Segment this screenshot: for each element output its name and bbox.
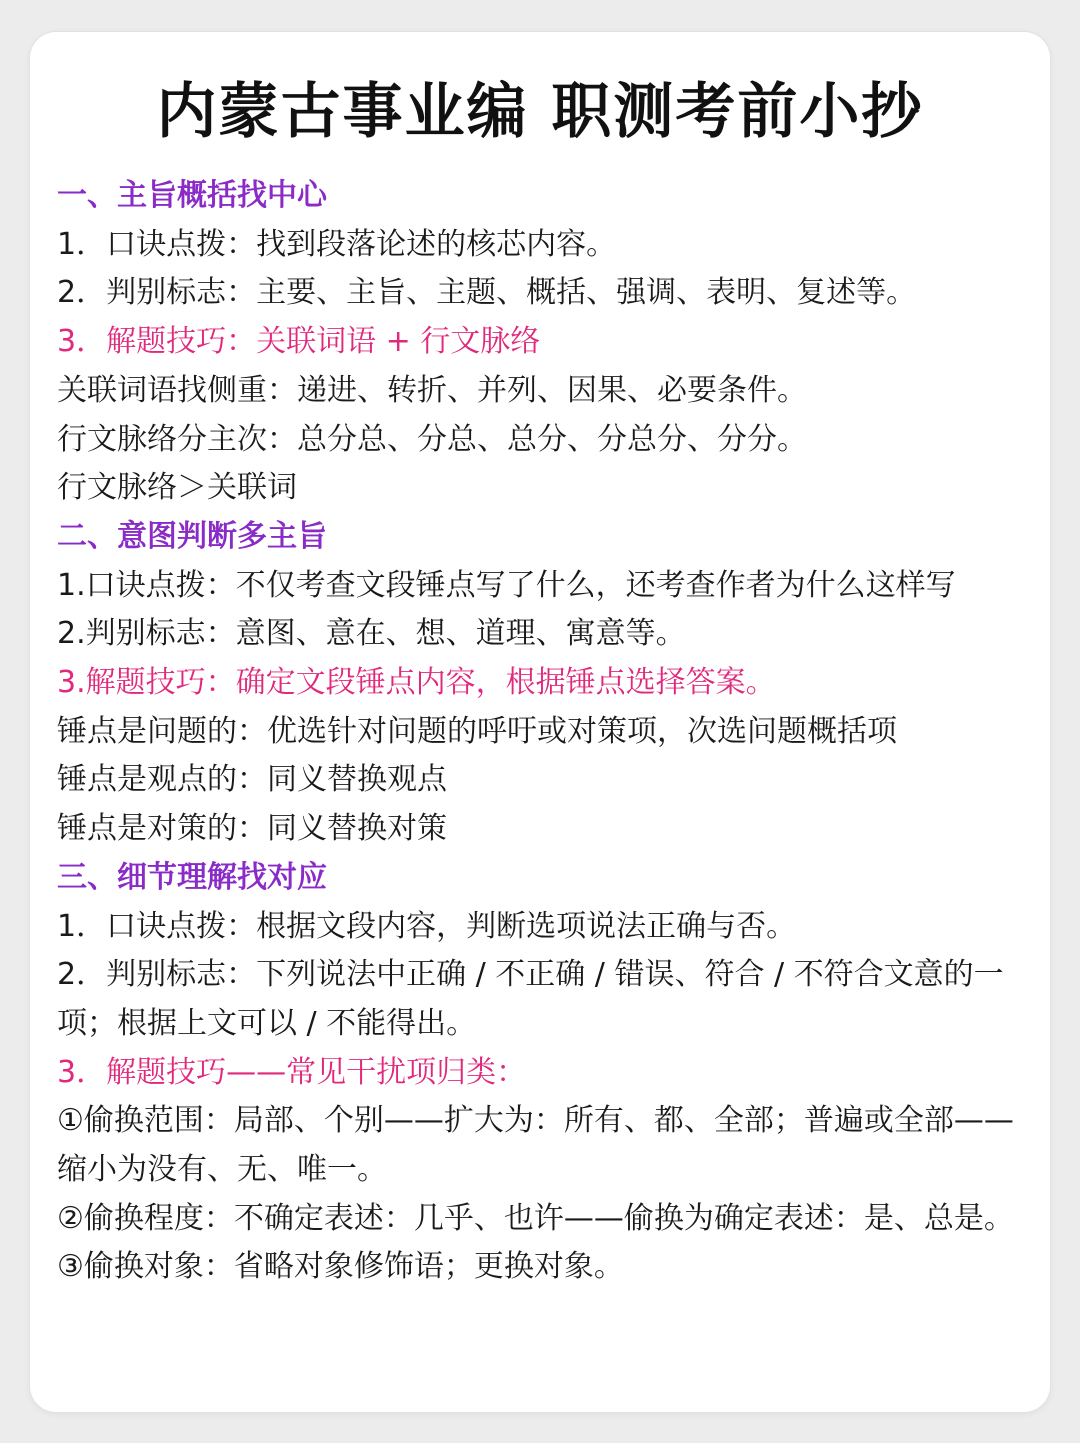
list-item: ②偷换程度：不确定表述：几乎、也许——偷换为确定表述：是、总是。 [57,1200,1014,1236]
list-item: 锤点是对策的：同义替换对策 [57,811,447,847]
tip-heading: 3．解题技巧：关联词语 + 行文脉络 [57,324,541,360]
notes-content [57,172,1027,1292]
list-item: ①偷换范围：局部、个别——扩大为：所有、都、全部；普遍或全部——缩小为没有、无、唯一。 [57,1103,1014,1188]
section-heading-details: 三、细节理解找对应 [57,859,327,895]
page-title: 内蒙古事业编 职测考前小抄 [156,77,924,147]
list-item: 行文脉络＞关联词 [57,470,297,506]
list-item: 锤点是问题的：优选针对问题的呼吁或对策项，次选问题概括项 [57,713,897,749]
tip-heading: 3.解题技巧：确定文段锤点内容，根据锤点选择答案。 [57,665,776,701]
list-item: 1.口诀点拨：不仅考查文段锤点写了什么，还考查作者为什么这样写 [57,567,956,603]
section-heading-intent: 二、意图判断多主旨 [57,518,327,554]
list-item: 2．判别标志：下列说法中正确 / 不正确 / 错误、符合 / 不符合文意的一项；根据上文可以 / 不能得出。 [57,957,1004,1041]
list-item: 1．口诀点拨：根据文段内容，判断选项说法正确与否。 [57,908,797,944]
section-heading-main-idea: 一、主旨概括找中心 [57,178,327,213]
list-item: 1．口诀点拨：找到段落论述的核芯内容。 [57,226,617,262]
list-item: ③偷换对象：省略对象修饰语；更换对象。 [57,1249,624,1285]
tip-heading: 3．解题技巧——常见干扰项归类： [57,1054,527,1090]
list-item: 锤点是观点的：同义替换观点 [57,762,447,798]
list-item: 2.判别标志：意图、意在、想、道理、寓意等。 [57,616,686,652]
list-item: 关联词语找侧重：递进、转折、并列、因果、必要条件。 [57,372,807,408]
list-item: 2．判别标志：主要、主旨、主题、概括、强调、表明、复述等。 [57,275,917,311]
list-item: 行文脉络分主次：总分总、分总、总分、分总分、分分。 [57,421,807,457]
